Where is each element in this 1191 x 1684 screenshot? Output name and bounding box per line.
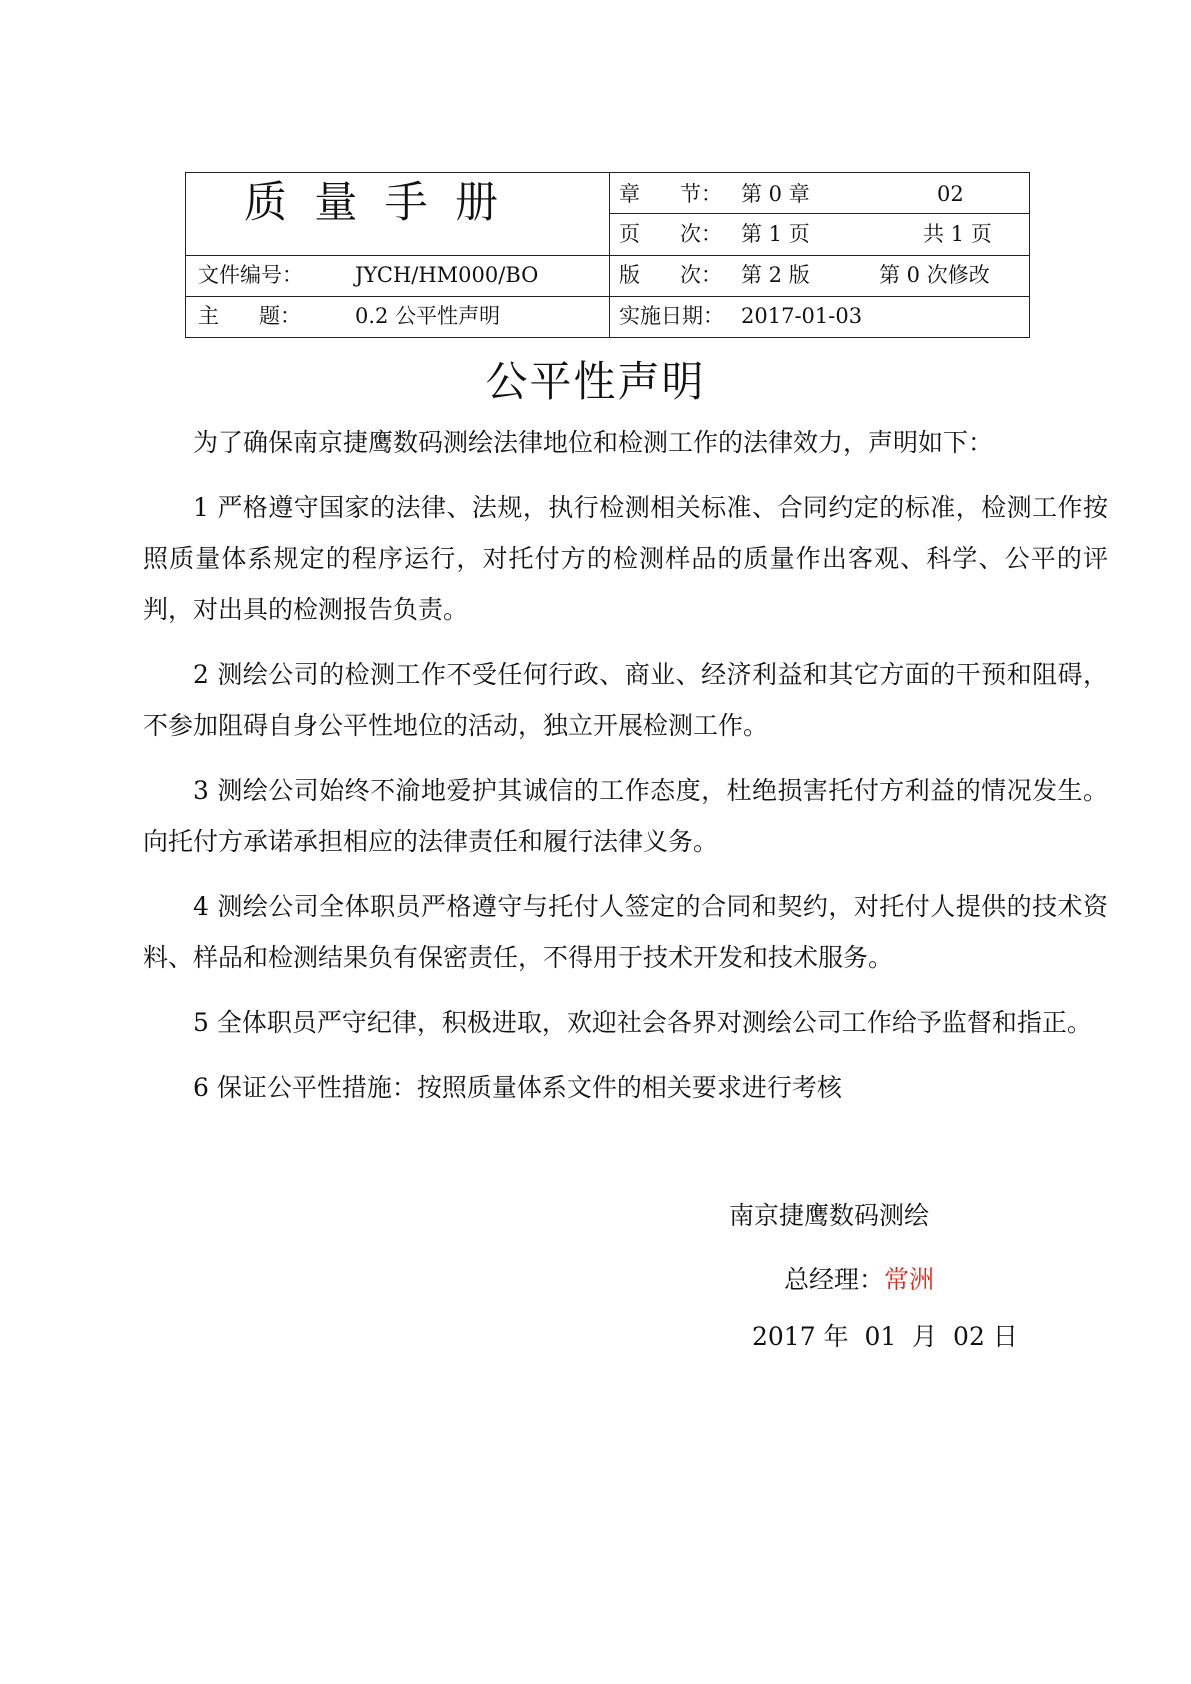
clause-paragraph: 3 测绘公司始终不渝地爱护其诚信的工作态度，杜绝损害托付方利益的情况发生。向托付方承诺承担相应的法律责任和履行法律义务。 <box>143 776 1108 856</box>
signature-date: 2017 年 01 月 02 日 <box>752 1322 1018 1351</box>
revision-value: 第 0 次修改 <box>879 263 990 287</box>
clause-paragraph: 4 测绘公司全体职员严格遵守与托付人签定的合同和契约，对托付人提供的技术资料、样品和检测结果负有保密责任，不得用于技术开发和技术服务。 <box>143 892 1108 972</box>
header-divider <box>609 213 1029 214</box>
subject-label: 主 题： <box>198 304 302 328</box>
signature-manager <box>784 1265 934 1295</box>
manager-label: 总经理： <box>784 1265 885 1294</box>
signature-company: 南京捷鹰数码测绘 <box>729 1201 930 1230</box>
clause-paragraph: 5 全体职员严守纪律，积极进取，欢迎社会各界对测绘公司工作给予监督和指正。 <box>193 1008 1092 1037</box>
chapter-number: 02 <box>937 182 964 206</box>
edition-label: 版 次： <box>619 263 723 287</box>
edition-value: 第 2 版 <box>741 263 810 287</box>
subject-value: 0.2 公平性声明 <box>355 304 501 328</box>
statement-body <box>143 417 1108 1127</box>
document-title: 公平性声明 <box>485 357 706 406</box>
manager-name: 常洲 <box>884 1265 935 1294</box>
effective-date-label: 实施日期： <box>619 304 724 328</box>
chapter-label: 章 节： <box>619 182 723 206</box>
chapter-value: 第 0 章 <box>741 182 810 206</box>
clause-paragraph: 6 保证公平性措施：按照质量体系文件的相关要求进行考核 <box>193 1073 842 1102</box>
effective-date-value: 2017-01-03 <box>741 304 863 328</box>
intro-paragraph: 为了确保南京捷鹰数码测绘法律地位和检测工作的法律效力，声明如下： <box>193 428 994 457</box>
clause-paragraph: 2 测绘公司的检测工作不受任何行政、商业、经济利益和其它方面的干预和阻碍，不参加阻碍自身公平性地位的活动，独立开展检测工作。 <box>143 660 1108 740</box>
document-header-table <box>185 172 1030 338</box>
page-value: 第 1 页 <box>741 222 810 246</box>
clause-paragraph: 1 严格遵守国家的法律、法规，执行检测相关标准、合同约定的标准，检测工作按照质量体系规定的程序运行，对托付方的检测样品的质量作出客观、科学、公平的评判，对出具的检测报告负责。 <box>143 493 1108 624</box>
page-total: 共 1 页 <box>923 222 992 246</box>
header-divider <box>186 255 1029 256</box>
page-label: 页 次： <box>619 222 723 246</box>
file-number-label: 文件编号： <box>198 263 303 287</box>
file-number-value: JYCH/HM000/BO <box>355 263 539 287</box>
manual-title: 质 量 手 册 <box>244 178 499 228</box>
header-divider <box>186 296 1029 297</box>
